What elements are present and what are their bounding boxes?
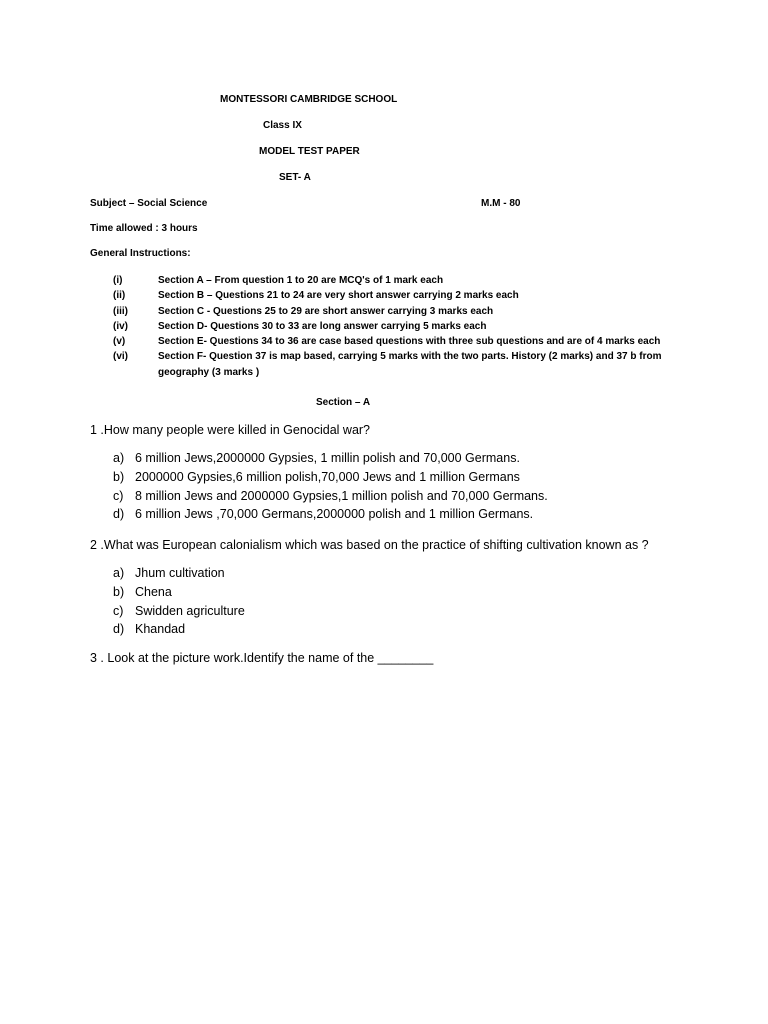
instruction-number: (vi) [113, 351, 128, 363]
instruction-number: (ii) [113, 290, 126, 302]
instruction-text: Section A – From question 1 to 20 are MCQ's of 1 mark each [158, 275, 444, 286]
option-label: a) [113, 451, 125, 465]
instruction-number: (v) [113, 336, 126, 348]
instruction-item [113, 334, 673, 349]
paper-title: MODEL TEST PAPER [259, 146, 360, 157]
option-text: Chena [135, 584, 172, 599]
question-2-text: 2 .What was European calonialism which was based on the practice of shifting cultivation known as ? [90, 538, 649, 552]
option-text: Khandad [135, 622, 186, 637]
instruction-number: (iv) [113, 320, 128, 332]
question-1-text: 1 .How many people were killed in Genocidal war? [90, 423, 371, 437]
option-item [113, 564, 673, 583]
instruction-item [113, 319, 673, 334]
option-label: d) [113, 507, 125, 522]
option-item [113, 602, 673, 621]
class-label: Class IX [263, 120, 302, 131]
option-label: c) [113, 488, 124, 503]
instruction-item [113, 273, 673, 288]
option-label: b) [113, 469, 125, 484]
option-item [113, 505, 673, 524]
option-text: 6 million Jews ,70,000 Germans,2000000 polish and 1 million Germans. [135, 507, 534, 522]
time-allowed: Time allowed : 3 hours [90, 223, 198, 234]
option-label: b) [113, 584, 125, 599]
instruction-item [113, 349, 673, 380]
set-label: SET- A [279, 172, 311, 183]
option-item [113, 449, 673, 468]
option-label: c) [113, 603, 124, 618]
option-label: a) [113, 566, 125, 580]
question-2-options [113, 564, 673, 639]
instruction-number: (i) [113, 275, 123, 286]
question-1-options [113, 449, 673, 524]
instruction-text: Section E- Questions 34 to 36 are case based questions with three sub questions and are of 4 marks each [158, 336, 661, 348]
instruction-text: Section B – Questions 21 to 24 are very short answer carrying 2 marks each [158, 290, 519, 302]
instruction-text: Section C - Questions 25 to 29 are short answer carrying 3 marks each [158, 305, 494, 317]
option-text: 8 million Jews and 2000000 Gypsies,1 million polish and 70,000 Germans. [135, 488, 548, 503]
instruction-item [113, 304, 673, 319]
option-text: 6 million Jews,2000000 Gypsies, 1 millin polish and 70,000 Germans. [135, 451, 520, 465]
section-title: Section – A [316, 397, 371, 408]
question-3-text: 3 . Look at the picture work.Identify the name of the ________ [90, 651, 434, 665]
instructions-heading: General Instructions: [90, 248, 191, 259]
option-item [113, 487, 673, 506]
instruction-text: Section D- Questions 30 to 33 are long answer carrying 5 marks each [158, 320, 487, 332]
max-marks: M.M - 80 [481, 198, 521, 209]
subject-label: Subject – Social Science [90, 198, 208, 209]
instruction-item [113, 288, 673, 303]
option-item [113, 620, 673, 639]
option-item [113, 583, 673, 602]
option-text: Swidden agriculture [135, 603, 245, 618]
school-name: MONTESSORI CAMBRIDGE SCHOOL [220, 94, 398, 105]
option-item [113, 468, 673, 487]
instructions-list [113, 273, 673, 380]
instruction-number: (iii) [113, 305, 128, 317]
instruction-text: Section F- Question 37 is map based, carrying 5 marks with the two parts. History (2 marks) and 37 b from geography (3 marks ) [158, 351, 662, 378]
option-label: d) [113, 622, 125, 637]
option-text: 2000000 Gypsies,6 million polish,70,000 Jews and 1 million Germans [135, 469, 520, 484]
option-text: Jhum cultivation [135, 566, 225, 580]
